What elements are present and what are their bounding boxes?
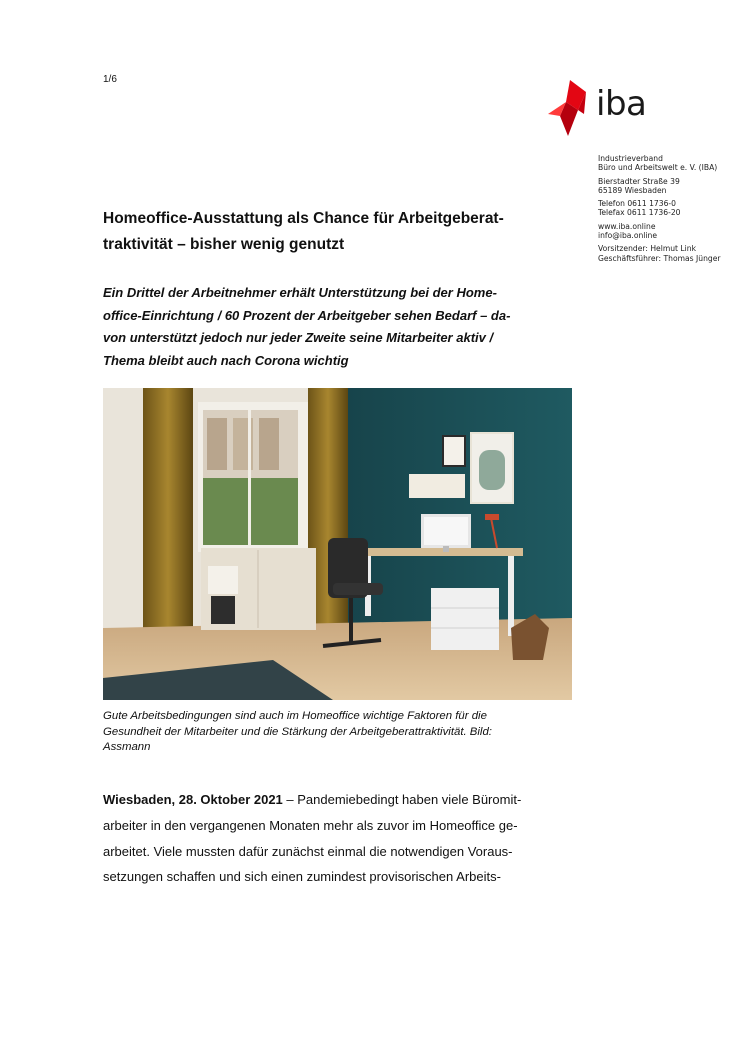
body-line [103,787,583,813]
subtitle-line: von unterstützt jedoch nur jeder Zweite seine Mitarbeiter aktiv / [103,330,494,345]
website-link[interactable]: www.iba.online [598,221,656,231]
address-line: 65189 Wiesbaden [598,185,667,195]
caption-line: Gute Arbeitsbedingungen sind auch im Homeoffice wichtige Faktoren für die [103,710,487,722]
ceo-line: Geschäftsführer: Thomas Jünger [598,253,721,263]
fax-line: Telefax 0611 1736-20 [598,208,681,218]
page-number: 1/6 [103,74,117,85]
subtitle-line: office-Einrichtung / 60 Prozent der Arbeitgeber sehen Bedarf – da- [103,307,511,323]
subtitle [103,282,583,372]
body-paragraph [103,787,583,890]
body-line: setzungen schaffen und sich einen zumindest provisorischen Arbeits- [103,869,501,885]
subtitle-line: Ein Drittel der Arbeitnehmer erhält Unterstützung bei der Home- [103,285,497,300]
chairman-line: Vorsitzender: Helmut Link [598,244,696,254]
photo-caption [103,709,578,756]
subtitle-line: Thema bleibt auch nach Corona wichtig [103,352,349,368]
body-line-text: – Pandemiebedingt haben viele Büromit- [282,792,522,807]
title-line: traktivität – bisher wenig genutzt [103,236,345,253]
email-link[interactable]: info@iba.online [598,231,657,241]
phone-line: Telefon 0611 1736-0 [598,199,676,209]
logo-text: iba [596,84,647,124]
address-line: Bierstadter Straße 39 [598,176,680,186]
homeoffice-photo [103,388,572,700]
body-line: arbeiter in den vergangenen Monaten mehr als zuvor im Homeoffice ge- [103,817,518,833]
org-line: Büro und Arbeitswelt e. V. (IBA) [598,163,718,173]
caption-line: Gesundheit der Mitarbeiter und die Stärkung der Arbeitgeberattraktivität. Bild: [103,725,492,738]
body-line: arbeitet. Viele mussten dafür zunächst einmal die notwendigen Voraus- [103,843,513,859]
caption-line: Assmann [103,741,151,753]
title-line: Homeoffice-Ausstattung als Chance für Arbeitgeberat- [103,210,504,227]
dateline: Wiesbaden, 28. Oktober 2021 [103,792,283,807]
page-title [103,206,583,258]
sender-info [598,154,738,267]
org-line: Industrieverband [598,154,663,163]
